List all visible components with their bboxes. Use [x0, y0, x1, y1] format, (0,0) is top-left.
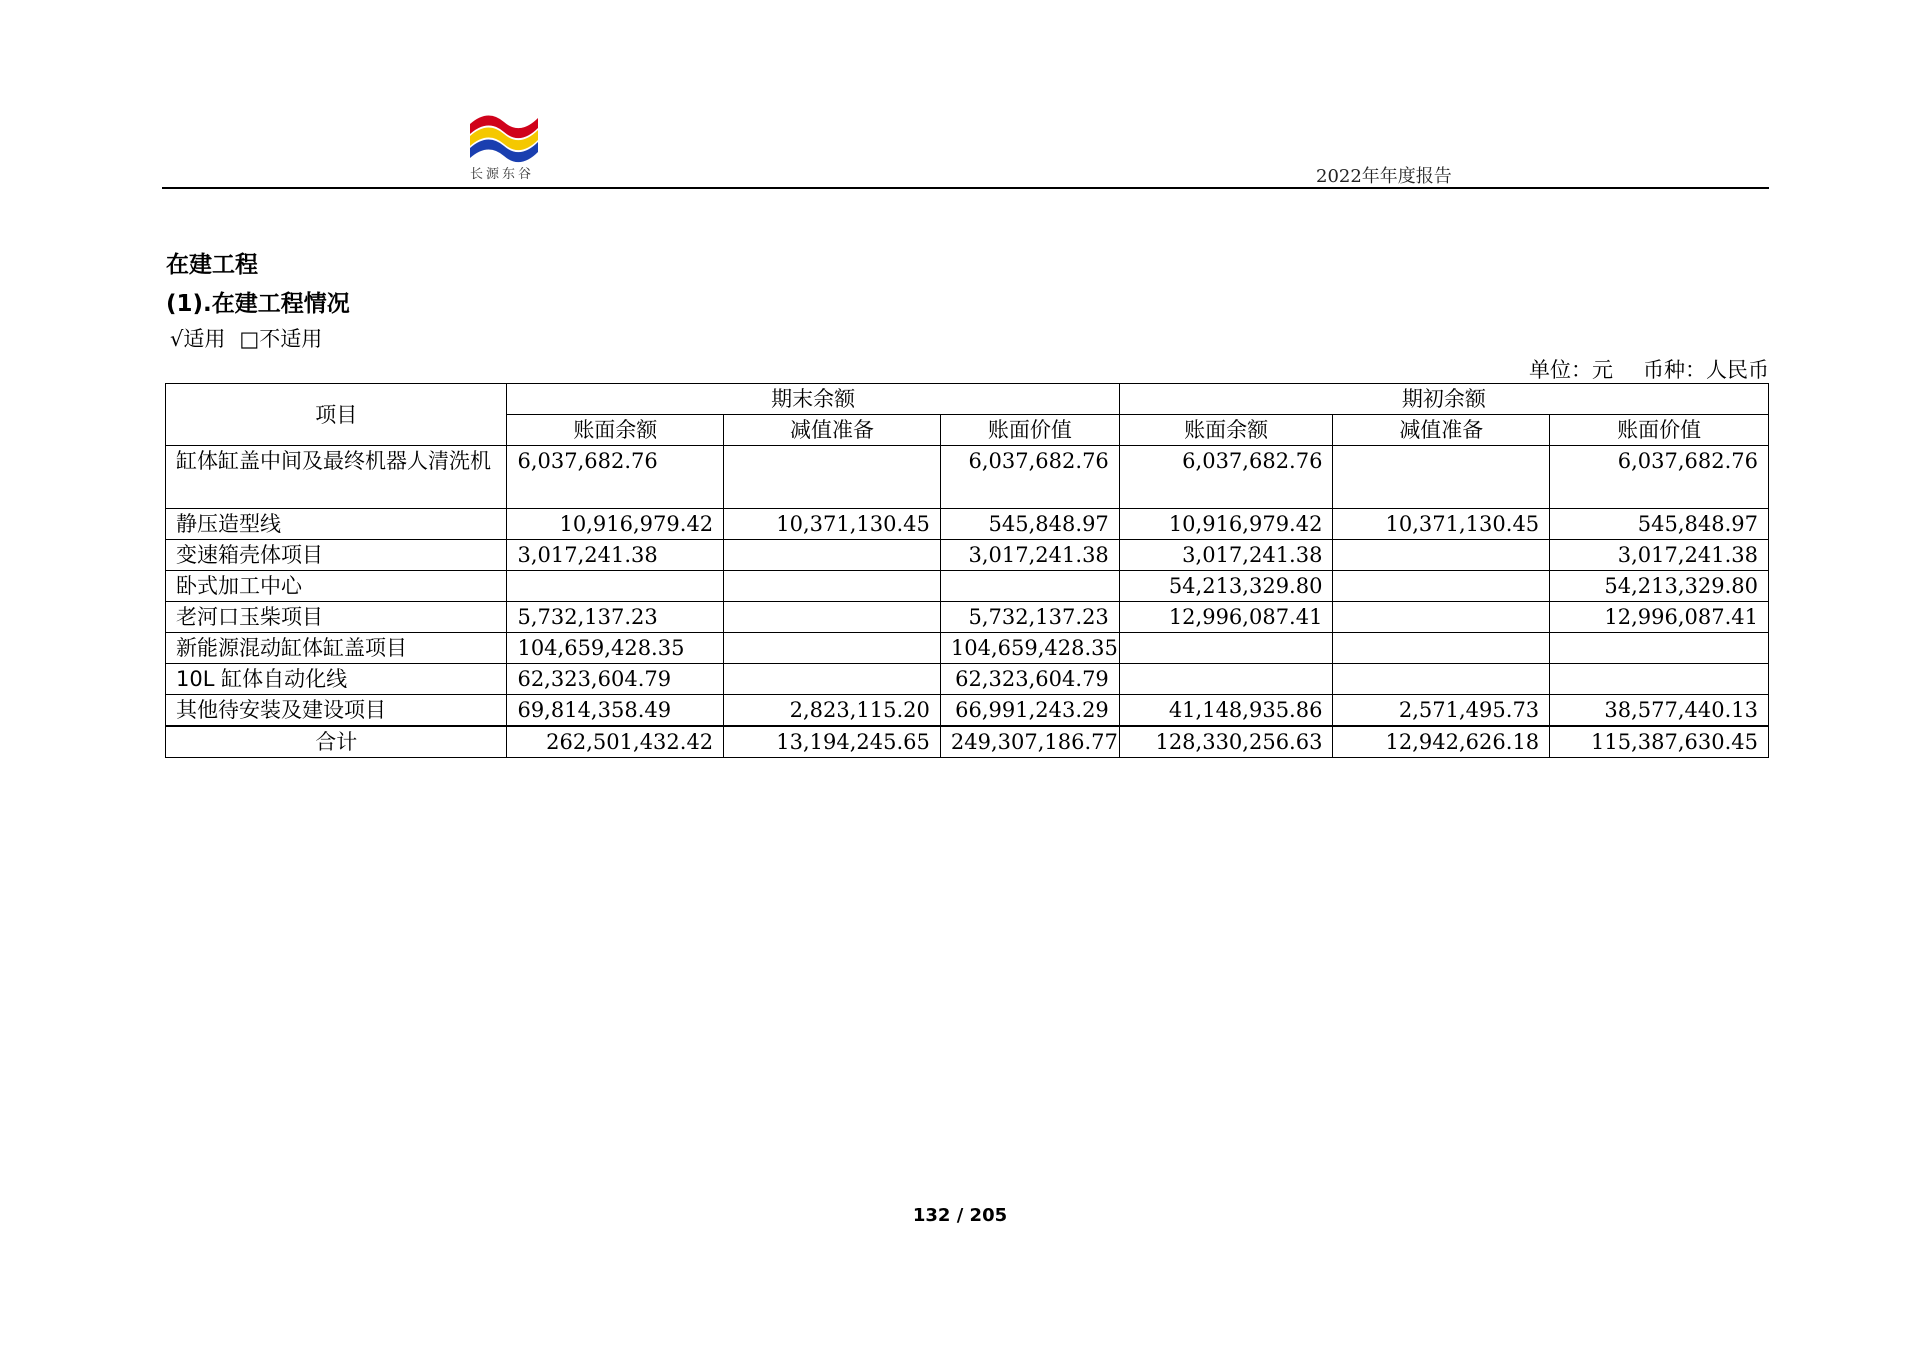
cell: 545,848.97 [1550, 509, 1769, 540]
total-cell: 13,194,245.65 [724, 726, 941, 758]
total-label: 合计 [166, 726, 507, 758]
cell: 6,037,682.76 [1119, 446, 1333, 509]
cell [1333, 446, 1550, 509]
header-sub: 账面余额 [1119, 415, 1333, 446]
cell: 41,148,935.86 [1119, 695, 1333, 727]
cell: 66,991,243.29 [940, 695, 1119, 727]
cell: 2,571,495.73 [1333, 695, 1550, 727]
cell: 69,814,358.49 [507, 695, 724, 727]
cell: 62,323,604.79 [507, 664, 724, 695]
page-number: 132 / 205 [912, 1205, 1008, 1226]
applicable-check: √适用 [170, 327, 226, 351]
header-sub: 减值准备 [1333, 415, 1550, 446]
not-applicable-check: □不适用 [239, 327, 323, 351]
cell: 10,371,130.45 [1333, 509, 1550, 540]
header-group-begin: 期初余额 [1119, 384, 1768, 415]
cell: 12,996,087.41 [1550, 602, 1769, 633]
table-row [166, 633, 1769, 664]
header-sub: 账面价值 [1550, 415, 1769, 446]
cell: 3,017,241.38 [507, 540, 724, 571]
table-row [166, 602, 1769, 633]
cell [724, 602, 941, 633]
cell: 10,916,979.42 [507, 509, 724, 540]
cell [724, 446, 941, 509]
header-group-end: 期末余额 [507, 384, 1119, 415]
cell: 104,659,428.35 [507, 633, 724, 664]
section-title: 在建工程 [166, 252, 258, 278]
cell [1333, 602, 1550, 633]
cell [724, 664, 941, 695]
table-row [166, 509, 1769, 540]
cell: 10,371,130.45 [724, 509, 941, 540]
total-row [166, 726, 1769, 758]
construction-in-progress-table [165, 383, 1769, 758]
cell [1333, 633, 1550, 664]
cell: 10,916,979.42 [1119, 509, 1333, 540]
total-cell: 115,387,630.45 [1550, 726, 1769, 758]
header-sub: 账面价值 [940, 415, 1119, 446]
cell: 38,577,440.13 [1550, 695, 1769, 727]
table-row [166, 446, 1769, 509]
cell [940, 571, 1119, 602]
cell: 5,732,137.23 [507, 602, 724, 633]
cell: 3,017,241.38 [1119, 540, 1333, 571]
cell: 3,017,241.38 [1550, 540, 1769, 571]
cell [724, 571, 941, 602]
table-row [166, 695, 1769, 727]
cell [724, 540, 941, 571]
cell [1333, 664, 1550, 695]
row-label: 其他待安装及建设项目 [166, 695, 507, 727]
cell: 2,823,115.20 [724, 695, 941, 727]
cell: 5,732,137.23 [940, 602, 1119, 633]
header-item: 项目 [166, 384, 507, 446]
unit-label: 单位：元 [1529, 358, 1613, 382]
cell [1119, 664, 1333, 695]
cell: 54,213,329.80 [1550, 571, 1769, 602]
total-cell: 128,330,256.63 [1119, 726, 1333, 758]
cell [1333, 540, 1550, 571]
total-cell: 12,942,626.18 [1333, 726, 1550, 758]
header-divider [162, 187, 1769, 189]
section-subtitle: (1).在建工程情况 [166, 291, 350, 317]
row-label: 变速箱壳体项目 [166, 540, 507, 571]
currency-label: 币种：人民币 [1643, 358, 1769, 382]
header-sub: 账面余额 [507, 415, 724, 446]
cell: 12,996,087.41 [1119, 602, 1333, 633]
logo-text: 长源东谷 [470, 167, 535, 182]
row-label: 缸体缸盖中间及最终机器人清洗机 [166, 446, 507, 509]
cell: 545,848.97 [940, 509, 1119, 540]
cell [507, 571, 724, 602]
cell: 6,037,682.76 [507, 446, 724, 509]
cell [1550, 633, 1769, 664]
cell [1550, 664, 1769, 695]
total-cell: 249,307,186.77 [940, 726, 1119, 758]
report-title: 2022年年度报告 [1316, 166, 1452, 187]
table-row [166, 571, 1769, 602]
cell: 62,323,604.79 [940, 664, 1119, 695]
row-label: 新能源混动缸体缸盖项目 [166, 633, 507, 664]
row-label: 10L 缸体自动化线 [166, 664, 507, 695]
table-row [166, 664, 1769, 695]
cell: 6,037,682.76 [1550, 446, 1769, 509]
row-label: 静压造型线 [166, 509, 507, 540]
total-cell: 262,501,432.42 [507, 726, 724, 758]
table-row [166, 540, 1769, 571]
cell [1333, 571, 1550, 602]
row-label: 老河口玉柴项目 [166, 602, 507, 633]
unit-line [1529, 354, 1769, 384]
cell [1119, 633, 1333, 664]
cell: 3,017,241.38 [940, 540, 1119, 571]
cell [724, 633, 941, 664]
row-label: 卧式加工中心 [166, 571, 507, 602]
cell: 54,213,329.80 [1119, 571, 1333, 602]
cell: 6,037,682.76 [940, 446, 1119, 509]
header-sub: 减值准备 [724, 415, 941, 446]
cell: 104,659,428.35 [940, 633, 1119, 664]
applicability [170, 323, 336, 353]
